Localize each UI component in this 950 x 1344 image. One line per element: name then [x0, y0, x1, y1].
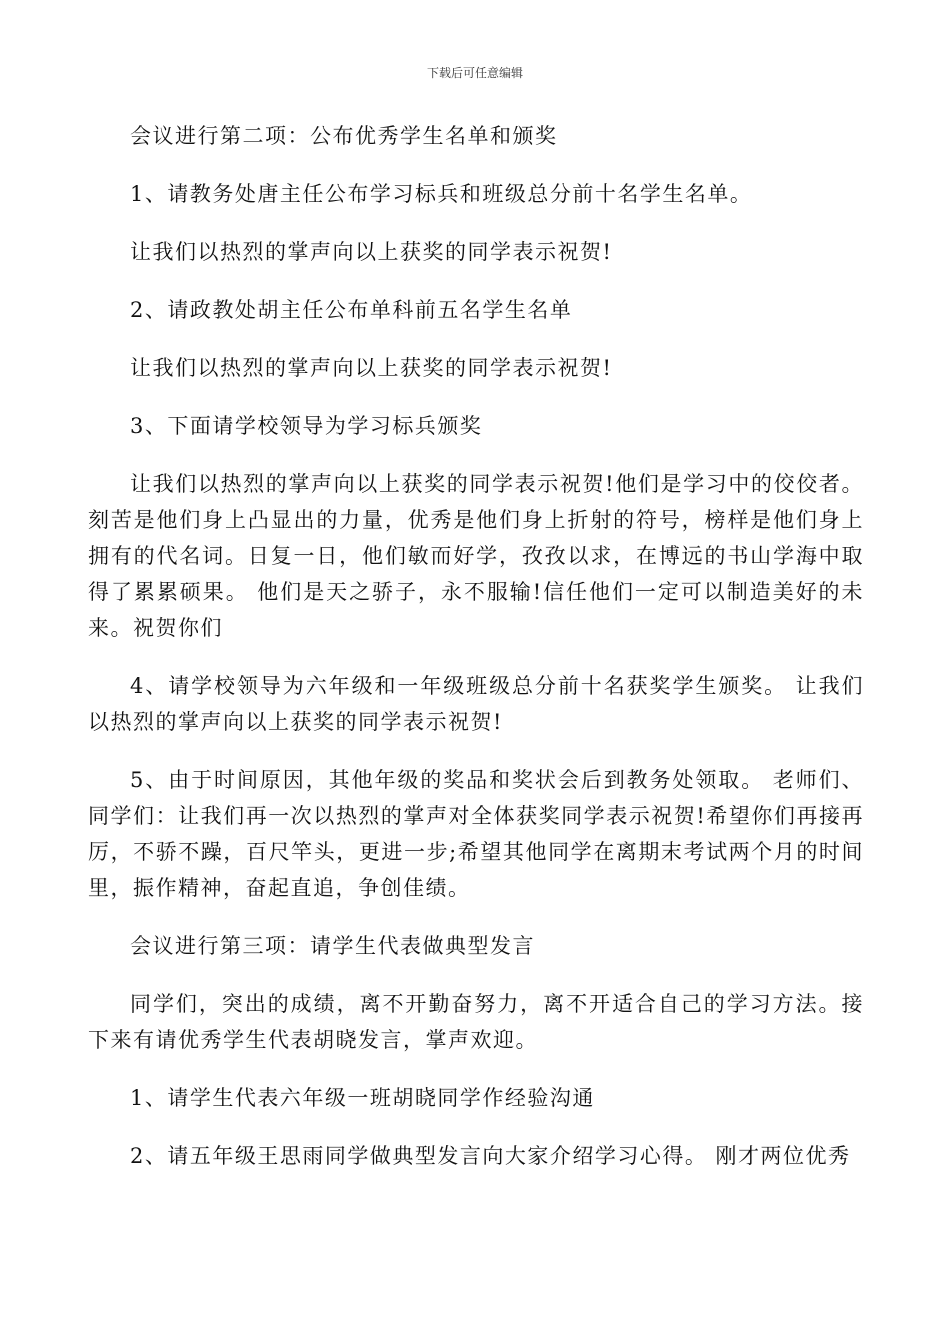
- paragraph: 同学们，突出的成绩，离不开勤奋努力，离不开适合自己的学习方法。接下来有请优秀学生代表胡晓发言，掌声欢迎。: [88, 992, 864, 1052]
- paragraph: 让我们以热烈的掌声向以上获奖的同学表示祝贺!他们是学习中的佼佼者。刻苦是他们身上凸显出的力量，优秀是他们身上折射的符号，榜样是他们身上拥有的代名词。日复一日，他们敏而好学，孜孜以求，在博远的书山学海中取得了累累硕果。 他们是天之骄子，永不服输!信任他们一定可以制造美好的未来。祝贺你们: [88, 472, 864, 640]
- paragraph: 让我们以热烈的掌声向以上获奖的同学表示祝贺!: [130, 356, 613, 380]
- list-item: 1、请学生代表六年级一班胡晓同学作经验沟通: [130, 1086, 595, 1110]
- paragraph: 让我们以热烈的掌声向以上获奖的同学表示祝贺!: [130, 240, 613, 264]
- document-body: [88, 118, 864, 1196]
- list-item: 5、由于时间原因，其他年级的奖品和奖状会后到教务处领取。 老师们、同学们：让我们再一次以热烈的掌声对全体获奖同学表示祝贺!希望你们再接再厉，不骄不躁，百尺竿头，更进一步;希望其他同学在离期末考试两个月的时间里，振作精神，奋起直追，争创佳绩。: [88, 768, 864, 900]
- page-header-note: 下载后可任意编辑: [426, 66, 523, 80]
- list-item: 4、请学校领导为六年级和一年级班级总分前十名获奖学生颁奖。 让我们以热烈的掌声向以上获奖的同学表示祝贺!: [88, 674, 864, 734]
- list-item: 2、请五年级王思雨同学做典型发言向大家介绍学习心得。 刚才两位优秀: [130, 1144, 851, 1168]
- section-heading: 会议进行第二项：公布优秀学生名单和颁奖: [130, 124, 558, 148]
- list-item: 2、请政教处胡主任公布单科前五名学生名单: [130, 298, 573, 322]
- section-heading: 会议进行第三项：请学生代表做典型发言: [130, 934, 535, 958]
- list-item: 1、请教务处唐主任公布学习标兵和班级总分前十名学生名单。: [130, 182, 753, 206]
- list-item: 3、下面请学校领导为学习标兵颁奖: [130, 414, 483, 438]
